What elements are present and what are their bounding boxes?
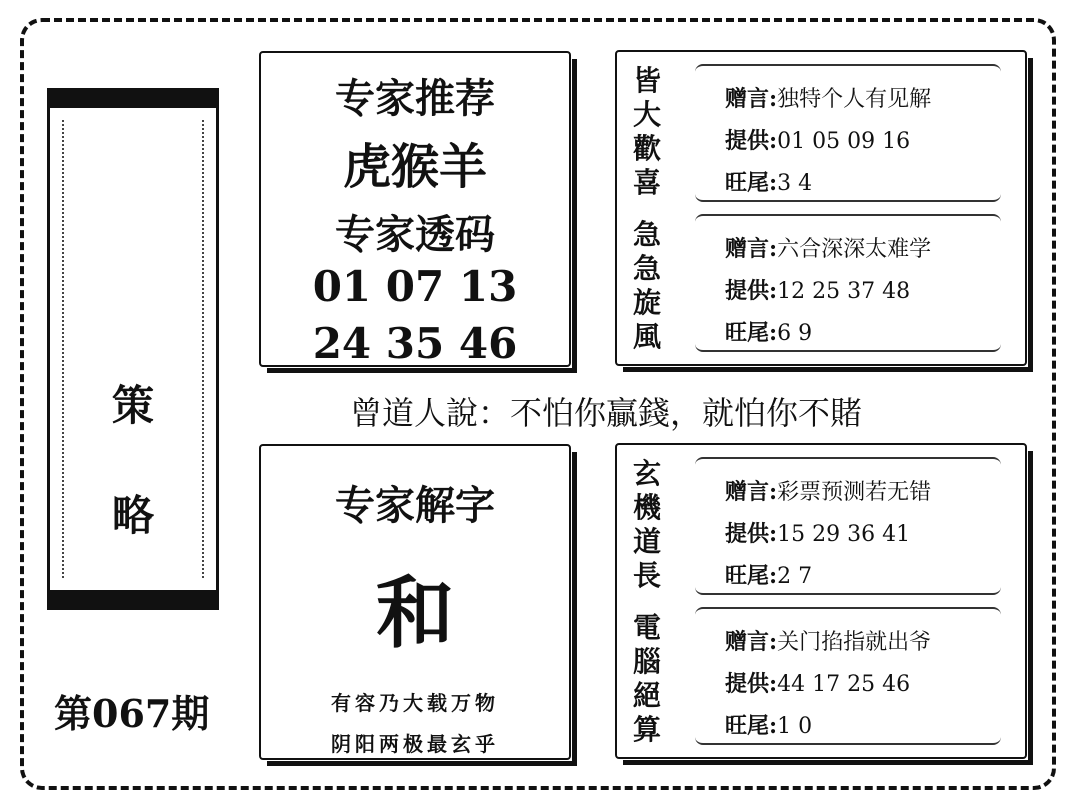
expert-numbers-line1: 01 07 13	[312, 262, 518, 311]
provide-line	[725, 517, 910, 548]
vchar: 急	[632, 252, 661, 285]
vchar: 長	[632, 559, 661, 592]
tail-numbers: 1 0	[777, 714, 813, 739]
prediction-panel-bottom	[615, 443, 1027, 759]
tail-label: 旺尾:	[725, 320, 778, 346]
gift-label: 赠言:	[725, 479, 778, 505]
scroll-char-2: 略	[111, 491, 154, 540]
prediction-card	[695, 214, 1001, 352]
expert-recommend-box	[259, 51, 571, 367]
provide-line	[725, 667, 910, 698]
tail-label: 旺尾:	[725, 170, 778, 196]
expert-numbers-line2: 24 35 46	[312, 319, 518, 368]
tail-label: 旺尾:	[725, 713, 778, 739]
vchar: 機	[632, 491, 661, 524]
vchar: 道	[632, 525, 661, 558]
gift-line	[725, 232, 931, 263]
vchar: 腦	[632, 645, 661, 678]
vchar: 電	[632, 611, 661, 644]
tail-numbers: 3 4	[777, 171, 813, 196]
jiezi-verse-line2: 阴阳两极最玄乎	[331, 732, 499, 756]
gift-label: 赠言:	[725, 86, 778, 112]
jiezi-title: 专家解字	[335, 482, 495, 529]
prediction-card	[695, 64, 1001, 202]
tail-line	[725, 166, 812, 197]
vchar: 大	[632, 98, 661, 131]
gift-label: 赠言:	[725, 236, 778, 262]
expert-title: 专家推荐	[335, 75, 495, 122]
provide-line	[725, 124, 910, 155]
provide-numbers: 15 29 36 41	[777, 522, 911, 547]
tail-numbers: 2 7	[777, 564, 813, 589]
provide-numbers: 44 17 25 46	[777, 672, 911, 697]
slogan-text: 曾道人說：不怕你贏錢，就怕你不賭	[350, 394, 863, 432]
provide-label: 提供:	[725, 278, 778, 304]
provide-label: 提供:	[725, 128, 778, 154]
gift-line	[725, 475, 931, 506]
jiezi-verse-line1: 有容乃大载万物	[331, 691, 499, 715]
panel-bottom-vertical-left	[629, 457, 665, 593]
vchar: 急	[632, 218, 661, 251]
scroll-top-bar	[47, 88, 219, 108]
vchar: 算	[632, 713, 661, 746]
expert-zodiacs: 虎猴羊	[342, 139, 487, 195]
jiezi-character: 和	[375, 568, 454, 659]
gift-line	[725, 82, 931, 113]
vchar: 旋	[632, 286, 661, 319]
tail-numbers: 6 9	[777, 321, 813, 346]
tail-label: 旺尾:	[725, 563, 778, 589]
panel-top-vertical-left	[629, 64, 665, 200]
gift-label: 赠言:	[725, 629, 778, 655]
provide-numbers: 01 05 09 16	[777, 129, 911, 154]
vchar: 風	[632, 320, 661, 353]
scroll-bottom-bar	[47, 590, 219, 610]
tail-line	[725, 559, 812, 590]
provide-line	[725, 274, 910, 305]
prediction-card	[695, 457, 1001, 595]
vchar: 皆	[632, 64, 661, 97]
issue-number: 第067期	[54, 691, 210, 736]
strategy-scroll	[47, 88, 219, 610]
tail-line	[725, 316, 812, 347]
provide-numbers: 12 25 37 48	[777, 279, 911, 304]
scroll-char-1: 策	[111, 381, 154, 430]
prediction-card	[695, 607, 1001, 745]
vchar: 玄	[632, 457, 661, 490]
gift-text: 独特个人有见解	[777, 87, 932, 112]
vchar: 喜	[632, 166, 661, 199]
gift-text: 六合深深太难学	[777, 237, 932, 262]
vchar: 絕	[632, 679, 661, 712]
prediction-panel-top	[615, 50, 1027, 366]
character-riddle-box	[259, 444, 571, 760]
provide-label: 提供:	[725, 521, 778, 547]
provide-label: 提供:	[725, 671, 778, 697]
panel-bottom-vertical-right	[629, 611, 665, 747]
panel-top-vertical-right	[629, 218, 665, 354]
gift-text: 关门掐指就出爷	[777, 630, 932, 655]
vchar: 歡	[632, 132, 661, 165]
tail-line	[725, 709, 812, 740]
gift-line	[725, 625, 931, 656]
expert-subtitle: 专家透码	[335, 211, 495, 258]
gift-text: 彩票预测若无错	[777, 480, 932, 505]
